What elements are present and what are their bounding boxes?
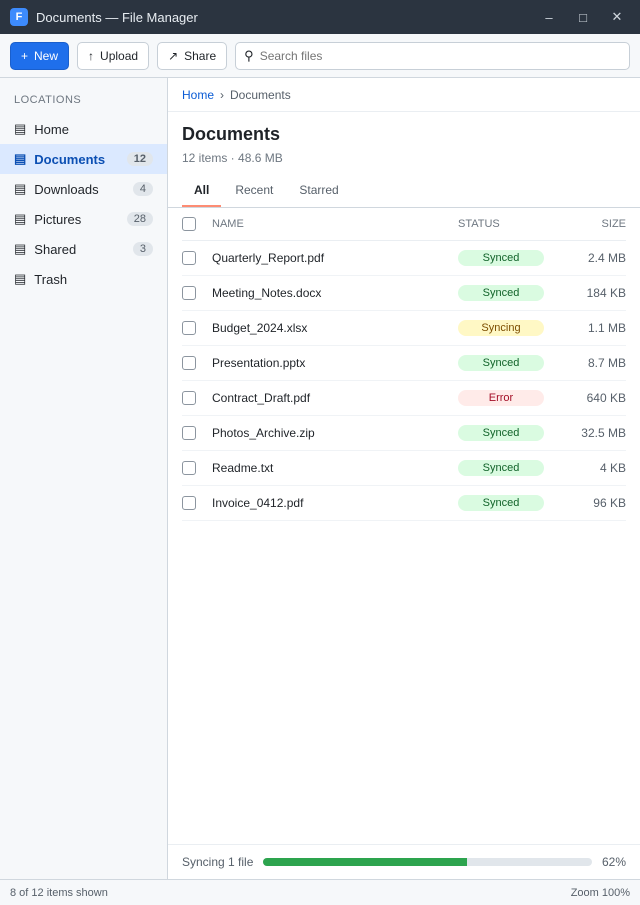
new-button[interactable] — [10, 42, 69, 70]
upload-button[interactable] — [77, 42, 149, 70]
file-name: Contract_Draft.pdf — [212, 391, 311, 405]
table-row[interactable] — [182, 416, 626, 451]
status-badge: Error — [458, 390, 544, 406]
select-all-checkbox[interactable] — [182, 217, 196, 231]
sidebar-item-count: 28 — [127, 212, 153, 226]
file-size: 8.7 MB — [587, 356, 626, 370]
search-box[interactable] — [235, 42, 630, 70]
sidebar-item-label: Shared — [34, 241, 77, 257]
file-size: 1.1 MB — [587, 321, 626, 335]
sidebar-item-label: Pictures — [34, 211, 82, 227]
sidebar-item-home[interactable] — [0, 114, 167, 144]
row-checkbox[interactable] — [182, 461, 196, 475]
title-bar[interactable] — [0, 0, 640, 34]
sidebar-item-label: Home — [34, 121, 69, 137]
share-icon: ↗ — [168, 48, 179, 63]
table-row[interactable] — [182, 276, 626, 311]
folder-icon: ▤ — [14, 151, 27, 166]
sidebar-item-count: 3 — [133, 242, 153, 256]
file-size: 4 KB — [599, 461, 626, 475]
folder-icon: ▤ — [14, 121, 27, 136]
window-title: Documents — File Manager — [36, 9, 198, 25]
table-header — [182, 208, 626, 241]
status-badge: Synced — [458, 250, 544, 266]
sync-percent: 62% — [601, 855, 626, 869]
row-checkbox[interactable] — [182, 356, 196, 370]
content-area — [0, 78, 640, 879]
file-name: Presentation.pptx — [212, 356, 306, 370]
zoom-level[interactable]: Zoom 100% — [570, 886, 630, 899]
status-badge: Synced — [458, 425, 544, 441]
file-name: Invoice_0412.pdf — [212, 496, 304, 510]
sidebar-item-pictures[interactable] — [0, 204, 167, 234]
file-size: 184 KB — [586, 286, 626, 300]
file-size: 32.5 MB — [581, 426, 626, 440]
status-badge: Synced — [458, 285, 544, 301]
close-icon[interactable]: ✕ — [611, 9, 623, 24]
sidebar-list — [0, 114, 167, 294]
file-size: 2.4 MB — [587, 251, 626, 265]
row-checkbox[interactable] — [182, 391, 196, 405]
file-name: Meeting_Notes.docx — [212, 286, 322, 300]
sidebar — [0, 78, 168, 879]
table-row[interactable] — [182, 381, 626, 416]
status-badge: Syncing — [458, 320, 544, 336]
file-size: 96 KB — [593, 496, 626, 510]
app-icon: F — [10, 8, 28, 26]
sidebar-item-label: Trash — [34, 271, 68, 287]
share-button-label: Share — [184, 48, 217, 63]
row-checkbox[interactable] — [182, 286, 196, 300]
breadcrumb-root[interactable]: Home — [182, 87, 215, 102]
column-header-name[interactable]: NAME — [212, 218, 244, 230]
table-body — [182, 241, 626, 521]
sidebar-item-label: Documents — [34, 151, 106, 167]
column-header-size[interactable]: SIZE — [601, 218, 626, 230]
sync-label: Syncing 1 file — [182, 855, 254, 869]
upload-icon: ↑ — [88, 48, 95, 63]
share-button[interactable] — [157, 42, 227, 70]
status-badge: Synced — [458, 495, 544, 511]
tab-bar — [168, 175, 640, 208]
table-row[interactable] — [182, 486, 626, 521]
progress-fill — [263, 858, 467, 866]
table-row[interactable] — [182, 451, 626, 486]
search-icon: ⚲ — [244, 47, 254, 63]
breadcrumb — [168, 78, 640, 112]
sidebar-item-downloads[interactable] — [0, 174, 167, 204]
file-name: Quarterly_Report.pdf — [212, 251, 325, 265]
minimize-icon[interactable]: – — [545, 9, 553, 25]
column-header-status[interactable]: STATUS — [458, 218, 500, 230]
sidebar-item-count: 12 — [127, 152, 153, 166]
folder-icon: ▤ — [14, 271, 27, 286]
upload-button-label: Upload — [100, 48, 139, 63]
tab-starred[interactable]: Starred — [299, 183, 339, 197]
sidebar-item-label: Downloads — [34, 181, 99, 197]
tab-all[interactable]: All — [182, 175, 221, 207]
row-checkbox[interactable] — [182, 496, 196, 510]
folder-icon: ▤ — [14, 181, 27, 196]
main-panel — [168, 78, 640, 879]
sidebar-item-shared[interactable] — [0, 234, 167, 264]
row-checkbox[interactable] — [182, 251, 196, 265]
new-button-label: New — [34, 48, 59, 63]
page-title: Documents — [182, 124, 281, 144]
plus-icon: + — [21, 48, 29, 63]
folder-icon: ▤ — [14, 211, 27, 226]
breadcrumb-current: Documents — [230, 87, 291, 102]
table-row[interactable] — [182, 241, 626, 276]
sync-progress — [168, 844, 640, 879]
status-left: 8 of 12 items shown — [10, 886, 108, 899]
breadcrumb-separator: › — [220, 87, 225, 102]
progress-bar — [263, 858, 592, 866]
status-badge: Synced — [458, 460, 544, 476]
search-input[interactable] — [260, 49, 621, 63]
file-size: 640 KB — [586, 391, 626, 405]
table-row[interactable] — [182, 346, 626, 381]
toolbar — [0, 34, 640, 78]
file-name: Readme.txt — [212, 461, 274, 475]
page-subtitle: 12 items · 48.6 MB — [182, 151, 283, 165]
sidebar-item-documents[interactable] — [0, 144, 167, 174]
table-row[interactable] — [182, 311, 626, 346]
file-table — [168, 208, 640, 844]
row-checkbox[interactable] — [182, 426, 196, 440]
maximize-icon[interactable]: □ — [579, 9, 587, 25]
file-name: Budget_2024.xlsx — [212, 321, 308, 335]
sidebar-item-trash[interactable] — [0, 264, 167, 294]
sidebar-item-count: 4 — [133, 182, 153, 196]
folder-icon: ▤ — [14, 241, 27, 256]
row-checkbox[interactable] — [182, 321, 196, 335]
file-name: Photos_Archive.zip — [212, 426, 315, 440]
tab-recent[interactable]: Recent — [235, 183, 274, 197]
status-bar — [0, 879, 640, 905]
sidebar-heading: LOCATIONS — [14, 94, 82, 106]
status-badge: Synced — [458, 355, 544, 371]
